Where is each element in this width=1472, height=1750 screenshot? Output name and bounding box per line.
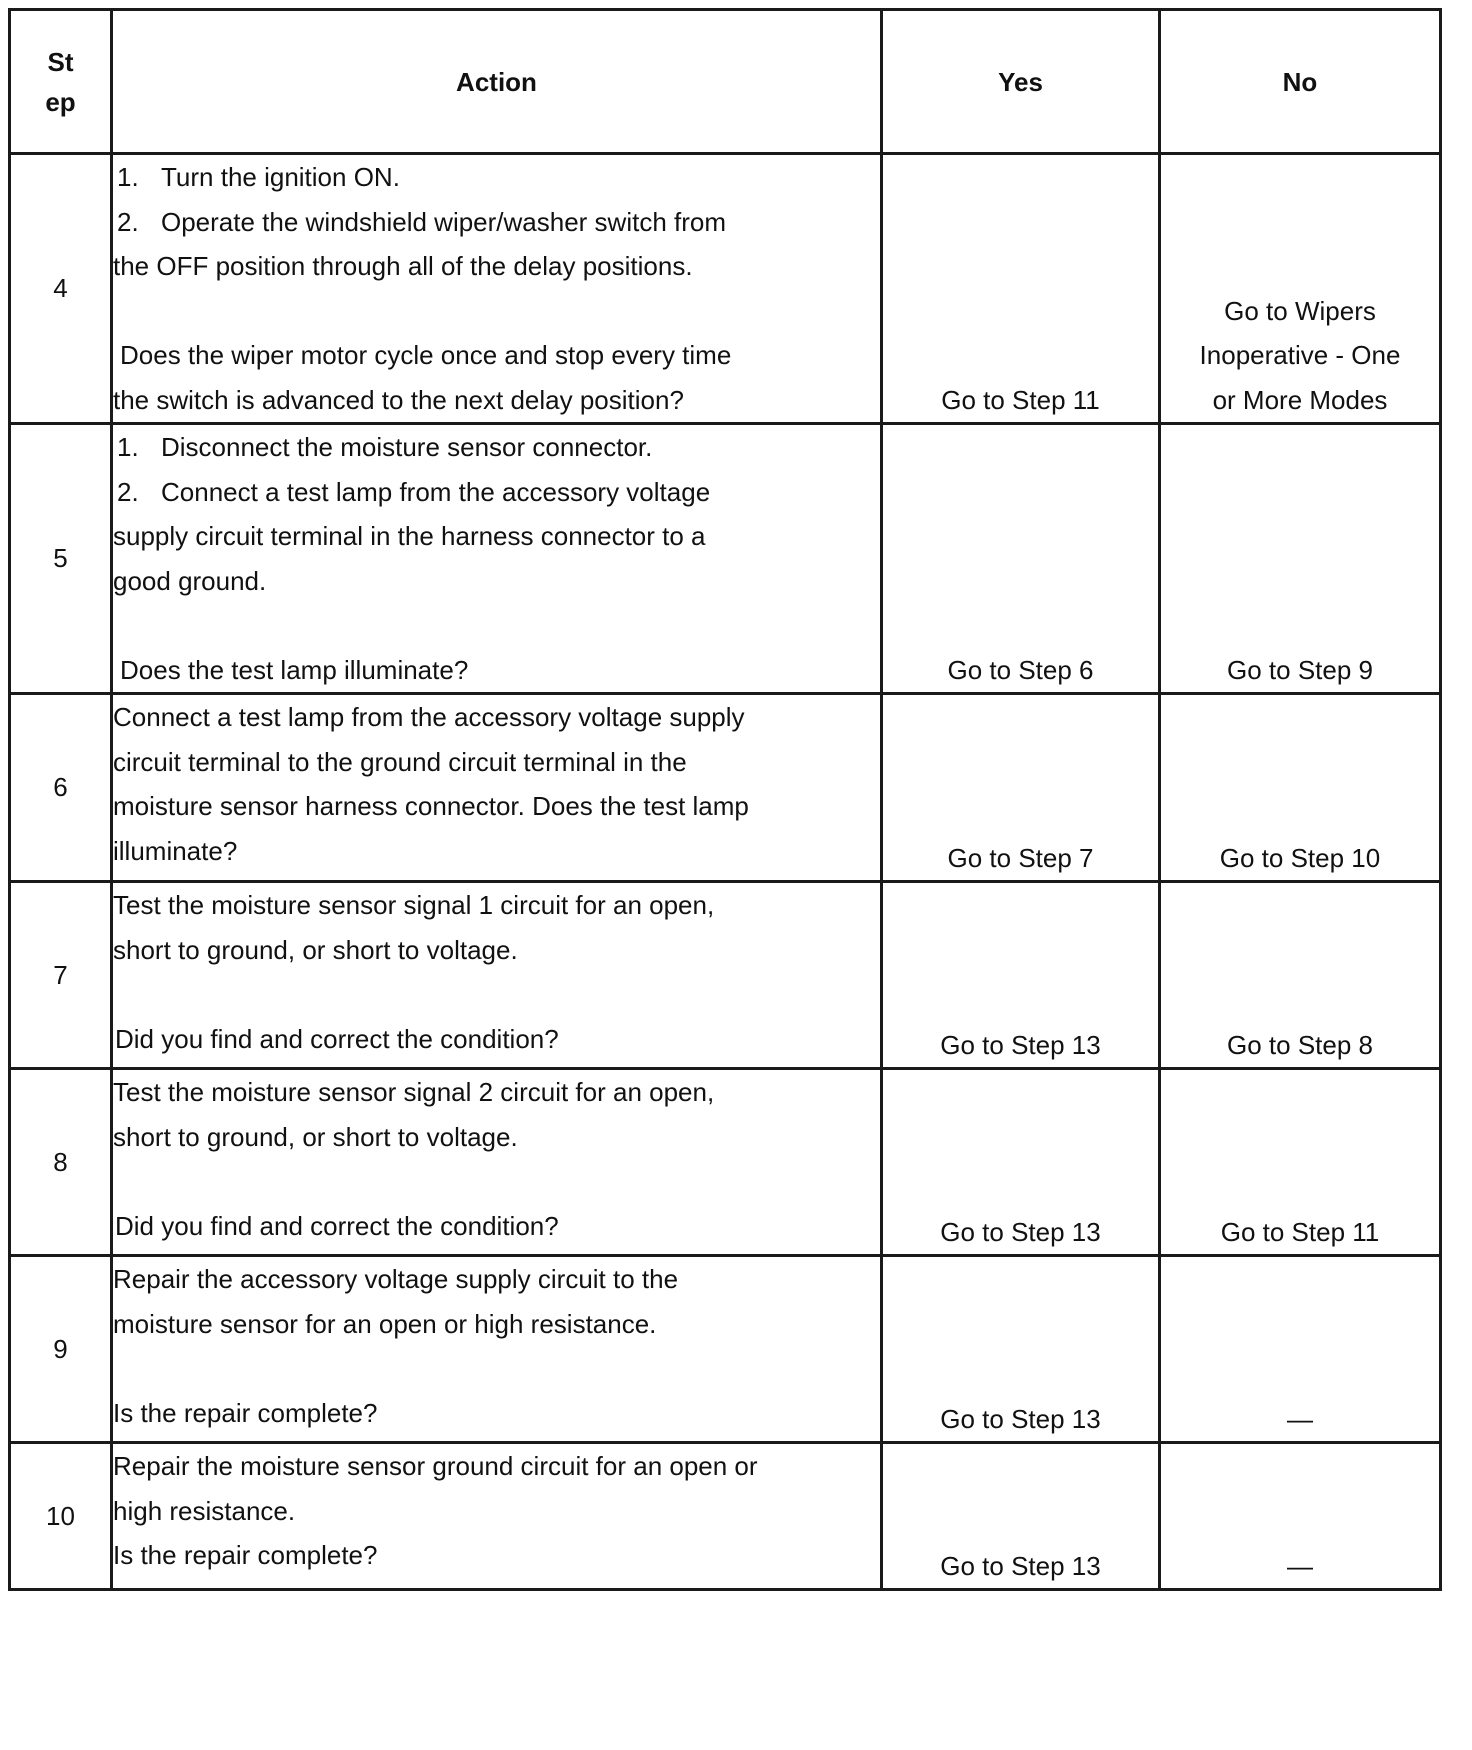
yes-result: Go to Step 13 xyxy=(882,1069,1160,1256)
step-number: 9 xyxy=(10,1256,112,1443)
table-row xyxy=(10,1443,1441,1590)
yes-result: Go to Step 13 xyxy=(882,1256,1160,1443)
step-number: 5 xyxy=(10,424,112,694)
action-cell: 1. Disconnect the moisture sensor connector. 2. Connect a test lamp from the accessory voltage supply circuit terminal in the harness connector to a good ground. Does the test lamp illuminate? xyxy=(112,424,882,694)
no-result: Go to Wipers Inoperative - One or More Modes xyxy=(1160,154,1441,424)
header-row xyxy=(10,10,1441,154)
header-no: No xyxy=(1160,10,1441,154)
no-result: Go to Step 8 xyxy=(1160,882,1441,1069)
no-result: — xyxy=(1160,1443,1441,1590)
step-number: 4 xyxy=(10,154,112,424)
action-cell: Repair the moisture sensor ground circuit for an open or high resistance. Is the repair complete? xyxy=(112,1443,882,1590)
table-row xyxy=(10,1256,1441,1443)
table-row xyxy=(10,694,1441,882)
step-number: 10 xyxy=(10,1443,112,1590)
no-result: Go to Step 11 xyxy=(1160,1069,1441,1256)
yes-result: Go to Step 7 xyxy=(882,694,1160,882)
step-number: 6 xyxy=(10,694,112,882)
yes-result: Go to Step 6 xyxy=(882,424,1160,694)
header-yes: Yes xyxy=(882,10,1160,154)
step-number: 7 xyxy=(10,882,112,1069)
action-cell: Repair the accessory voltage supply circuit to the moisture sensor for an open or high resistance. Is the repair complete? xyxy=(112,1256,882,1443)
header-action: Action xyxy=(112,10,882,154)
table-row xyxy=(10,882,1441,1069)
action-cell: 1. Turn the ignition ON. 2. Operate the windshield wiper/washer switch from the OFF position through all of the delay positions. Does the wiper motor cycle once and stop every time the switch is advanced to the next delay position? xyxy=(112,154,882,424)
no-result: Go to Step 9 xyxy=(1160,424,1441,694)
yes-result: Go to Step 13 xyxy=(882,882,1160,1069)
diagnostic-steps-table xyxy=(8,8,1442,1591)
yes-result: Go to Step 11 xyxy=(882,154,1160,424)
header-step: Step xyxy=(10,10,112,154)
action-cell: Test the moisture sensor signal 1 circuit for an open, short to ground, or short to voltage. Did you find and correct the condition? xyxy=(112,882,882,1069)
yes-result: Go to Step 13 xyxy=(882,1443,1160,1590)
no-result: — xyxy=(1160,1256,1441,1443)
step-number: 8 xyxy=(10,1069,112,1256)
table-row xyxy=(10,424,1441,694)
table-row xyxy=(10,1069,1441,1256)
action-cell: Connect a test lamp from the accessory voltage supply circuit terminal to the ground circuit terminal in the moisture sensor harness connector. Does the test lamp illuminate? xyxy=(112,694,882,882)
no-result: Go to Step 10 xyxy=(1160,694,1441,882)
table-row xyxy=(10,154,1441,424)
action-cell: Test the moisture sensor signal 2 circuit for an open, short to ground, or short to voltage. Did you find and correct the condition? xyxy=(112,1069,882,1256)
